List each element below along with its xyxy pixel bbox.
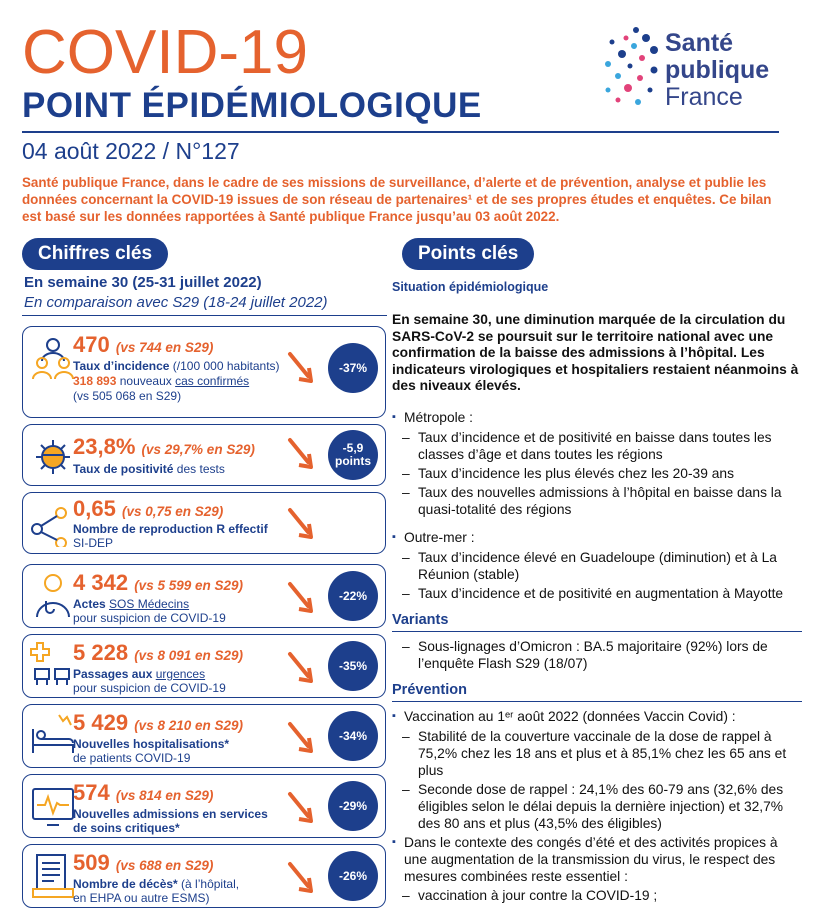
deaths-compare: (vs 688 en S29) <box>115 858 214 873</box>
incidence-compare: (vs 744 en S29) <box>115 340 214 355</box>
positivity-label <box>73 462 225 476</box>
r-label-bold: Nombre de reproduction R effectif <box>73 522 268 536</box>
context-bullet: ▪ Dans le contexte des congés d’été et des activités propices à une augmentation de la transmission du virus, le respect des mesures combinées reste essentiel : <box>392 834 802 885</box>
card-positivity <box>22 424 386 486</box>
hospital-bed-icon <box>29 711 77 759</box>
down-arrow-icon <box>287 581 315 615</box>
critical-number: 574 <box>73 780 110 805</box>
critical-label-bold: Nouvelles admissions en services <box>73 807 268 821</box>
cases-compare: (vs 505 068 en S29) <box>73 389 182 403</box>
doctor-icon <box>29 571 77 619</box>
down-arrow-icon <box>287 651 315 685</box>
card-deces <box>22 844 386 908</box>
logo-line-3: France <box>665 83 743 111</box>
r-source: SI-DEP <box>73 536 114 550</box>
certificate-icon <box>29 851 77 899</box>
variants-item: – Sous-lignages d’Omicron : BA.5 majoritaire (92%) lors de l’enquête Flash S29 (18/07) <box>392 638 802 672</box>
intro-paragraph: Santé publique France, dans le cadre de ses missions de surveillance, d’alerte et de prévention, analyse et publie les données concernant la COVID-19 issues de son réseau de partenaires¹ et de ses propres études et enquêtes. Ce bilan est basé sur les données rapportées à Santé publique France jusqu’au 03 août 2022. <box>22 175 772 224</box>
down-arrow-icon <box>287 437 315 471</box>
sos-compare: (vs 5 599 en S29) <box>134 578 244 593</box>
hosp-value <box>73 711 243 738</box>
positivity-value <box>73 435 255 462</box>
positivity-label-bold: Taux de positivité <box>73 462 174 476</box>
metropole-bullet: ▪ Métropole : <box>392 409 802 426</box>
report-subtitle: POINT ÉPIDÉMIOLOGIQUE <box>22 86 482 125</box>
week-label: En semaine 30 (25-31 juillet 2022) <box>24 274 262 291</box>
situation-lead: En semaine 30, une diminution marquée de la circulation du SARS-CoV-2 se poursuit sur le territoire national avec une confirmation de la baisse des admissions à l’hôpital. Les indicateurs virologiques et hospitaliers restaient néanmoins à des niveaux élevés. <box>392 312 799 393</box>
sos-label <box>73 597 189 611</box>
critical-line2 <box>73 821 180 835</box>
incidence-value <box>73 333 213 360</box>
points-cles-pill: Points clés <box>402 238 534 270</box>
urgences-badge: -35% <box>328 641 378 691</box>
vaccination-item: – Seconde dose de rappel : 24,1% des 60-79 ans (32,6% des éligibles selon le délai depuis la dernière injection) et 32,7% des 80 ans et plus (43,5% des éligibles) <box>392 781 802 832</box>
prevention-title: Prévention <box>392 682 802 702</box>
urgences-line2: pour suspicion de COVID-19 <box>73 681 226 695</box>
week-header <box>22 274 387 316</box>
critical-compare: (vs 814 en S29) <box>115 788 214 803</box>
card-hospitalisations <box>22 704 386 768</box>
urgences-label-bold: Passages aux <box>73 667 156 681</box>
deaths-label-rest: (à l’hôpital, <box>177 877 240 891</box>
incidence-badge: -37% <box>328 343 378 393</box>
report-date: 04 août 2022 / N°127 <box>22 138 240 164</box>
down-arrow-icon <box>287 507 315 541</box>
sos-badge: -22% <box>328 571 378 621</box>
people-icon <box>29 333 77 381</box>
incidence-label-rest: (/100 000 habitants) <box>169 359 280 373</box>
outremer-bullet: ▪ Outre-mer : <box>392 529 802 546</box>
deaths-number: 509 <box>73 850 110 875</box>
sos-label-bold: Actes <box>73 597 110 611</box>
positivity-badge-line2: points <box>335 454 371 468</box>
positivity-number: 23,8% <box>73 434 136 459</box>
chiffres-cles-pill: Chiffres clés <box>22 238 168 270</box>
card-sos <box>22 564 386 628</box>
network-icon <box>29 499 77 547</box>
deaths-badge: -26% <box>328 851 378 901</box>
variants-title: Variants <box>392 612 802 632</box>
critical-line2-bold: de soins critiques* <box>73 821 180 835</box>
hosp-badge: -34% <box>328 711 378 761</box>
incidence-label <box>73 359 280 373</box>
cases-line <box>73 374 249 388</box>
r-value <box>73 497 223 524</box>
deaths-label-bold: Nombre de décès* <box>73 877 178 891</box>
down-arrow-icon <box>287 351 315 385</box>
critical-label <box>73 807 268 821</box>
compare-label: En comparaison avec S29 (18-24 juillet 2022) <box>22 294 387 316</box>
deaths-value <box>73 851 213 878</box>
hosp-compare: (vs 8 210 en S29) <box>134 718 244 733</box>
r-compare: (vs 0,75 en S29) <box>121 504 224 519</box>
hosp-label-bold: Nouvelles hospitalisations* <box>73 737 230 751</box>
logo-line-2: publique <box>665 56 770 84</box>
positivity-badge-line1: -5,9 <box>342 441 364 455</box>
hosp-label <box>73 737 229 751</box>
outremer-item: – Taux d’incidence élevé en Guadeloupe (diminution) et à La Réunion (stable) <box>392 549 802 583</box>
header <box>22 18 582 125</box>
header-divider <box>22 131 779 133</box>
vaccination-bullet: ▪ Vaccination au 1ᵉʳ août 2022 (données Vaccin Covid) : <box>392 708 802 725</box>
cases-mid: nouveaux <box>116 374 176 388</box>
r-number: 0,65 <box>73 496 116 521</box>
report-title: COVID-19 <box>22 18 308 87</box>
emergency-icon <box>29 641 77 689</box>
sos-value <box>73 571 243 598</box>
incidence-label-bold: Taux d’incidence <box>73 359 170 373</box>
cases-link[interactable]: cas confirmés <box>175 374 250 388</box>
urgences-compare: (vs 8 091 en S29) <box>134 648 244 663</box>
metropole-item: – Taux d’incidence et de positivité en baisse dans toutes les classes d’âge et dans toutes les régions <box>392 429 802 463</box>
sos-line2: pour suspicion de COVID-19 <box>73 611 226 625</box>
spf-logo <box>600 24 800 114</box>
incidence-number: 470 <box>73 332 110 357</box>
sos-link[interactable]: SOS Médecins <box>109 597 190 611</box>
context-item: – vaccination à jour contre la COVID-19 ; <box>392 887 802 904</box>
card-incidence <box>22 326 386 418</box>
down-arrow-icon <box>287 861 315 895</box>
logo-line-1: Santé <box>665 29 734 57</box>
cases-number: 318 893 <box>73 374 117 388</box>
outremer-item: – Taux d’incidence et de positivité en augmentation à Mayotte <box>392 585 802 602</box>
situation-title: Situation épidémiologique <box>392 280 549 294</box>
metropole-item: – Taux des nouvelles admissions à l’hôpital en baisse dans la quasi-totalité des régions <box>392 484 802 518</box>
vaccination-item: – Stabilité de la couverture vaccinale de la dose de rappel à 75,2% chez les 18 ans et plus et à 85,1% chez les 65 ans et plus <box>392 728 802 779</box>
positivity-compare: (vs 29,7% en S29) <box>141 442 255 457</box>
hosp-line2: de patients COVID-19 <box>73 751 191 765</box>
r-label <box>73 522 268 536</box>
hosp-number: 5 429 <box>73 710 129 735</box>
down-arrow-icon <box>287 721 315 755</box>
metropole-item: – Taux d’incidence les plus élevés chez les 20-39 ans <box>392 465 802 482</box>
card-urgences <box>22 634 386 698</box>
monitor-icon <box>29 781 77 829</box>
logo-dots-icon <box>600 24 664 114</box>
card-reproduction <box>22 492 386 554</box>
points-cles-column <box>392 280 802 904</box>
down-arrow-icon <box>287 791 315 825</box>
deaths-line2: en EHPA ou autre ESMS) <box>73 891 210 905</box>
sos-number: 4 342 <box>73 570 129 595</box>
urgences-label <box>73 667 205 681</box>
urgences-value <box>73 641 243 668</box>
deaths-label <box>73 877 239 891</box>
logo-text <box>665 30 769 111</box>
positivity-label-rest: des tests <box>173 462 225 476</box>
critical-value <box>73 781 213 808</box>
virus-icon <box>29 431 77 479</box>
urgences-number: 5 228 <box>73 640 129 665</box>
positivity-badge <box>328 430 378 480</box>
card-soins-critiques <box>22 774 386 838</box>
critical-badge: -29% <box>328 781 378 831</box>
urgences-link[interactable]: urgences <box>155 667 206 681</box>
